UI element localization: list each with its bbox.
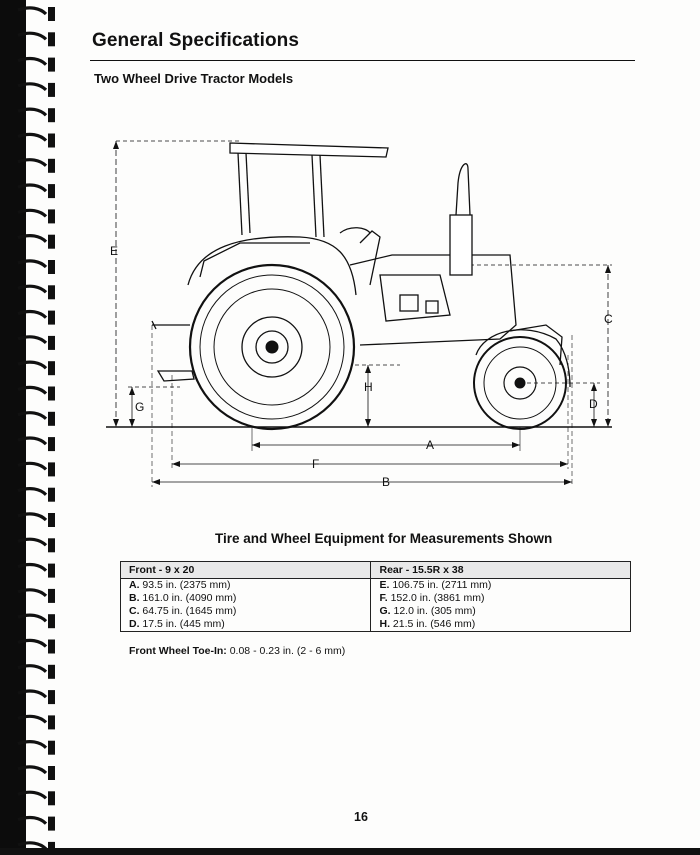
spec-letter: D. — [129, 618, 140, 630]
table-header-row — [121, 562, 631, 579]
toe-in-note — [129, 645, 345, 657]
dim-label-f: F — [312, 457, 320, 471]
spec-value: 64.75 in. (1645 mm) — [139, 605, 237, 617]
front-wheel — [474, 337, 566, 429]
table-cell — [371, 592, 631, 605]
table-row — [121, 579, 631, 593]
tire-spec-table — [120, 561, 631, 632]
dim-label-a: A — [426, 438, 435, 452]
page-number: 16 — [354, 810, 368, 824]
dim-label-e: E — [110, 244, 119, 258]
tractor-dimension-diagram — [100, 125, 620, 495]
rear-wheel — [190, 265, 354, 429]
table-cell — [121, 592, 371, 605]
spec-value: 21.5 in. (546 mm) — [389, 618, 476, 630]
dim-label-h: H — [364, 380, 373, 394]
toe-in-value: 0.08 - 0.23 in. (2 - 6 mm) — [226, 645, 346, 657]
dim-label-c: C — [604, 312, 613, 326]
spec-letter: G. — [379, 605, 391, 617]
table-cell — [371, 605, 631, 618]
table-row — [121, 605, 631, 618]
toe-in-label: Front Wheel Toe-In: — [129, 645, 227, 657]
table-title: Tire and Wheel Equipment for Measurements Shown — [215, 531, 553, 546]
page-subtitle: Two Wheel Drive Tractor Models — [94, 71, 294, 86]
spec-value: 93.5 in. (2375 mm) — [139, 579, 231, 591]
spec-value: 17.5 in. (445 mm) — [139, 618, 225, 630]
spec-letter: E. — [379, 579, 390, 591]
page-bottom-edge — [0, 848, 700, 855]
table-row — [121, 618, 631, 632]
dim-label-g: G — [135, 400, 145, 414]
table-cell — [121, 579, 371, 593]
table-header-rear: Rear - 15.5R x 38 — [371, 562, 631, 579]
table-cell — [121, 605, 371, 618]
spec-letter: C. — [129, 605, 140, 617]
spec-letter: B. — [129, 592, 140, 604]
spec-letter: F. — [379, 592, 388, 604]
spec-value: 106.75 in. (2711 mm) — [389, 579, 492, 591]
table-header-front: Front - 9 x 20 — [121, 562, 371, 579]
table-row — [121, 592, 631, 605]
spec-value: 161.0 in. (4090 mm) — [139, 592, 237, 604]
page-title: General Specifications — [92, 30, 300, 51]
spec-value: 152.0 in. (3861 mm) — [387, 592, 485, 604]
spec-letter: H. — [379, 618, 390, 630]
table-cell — [371, 618, 631, 632]
table-cell — [121, 618, 371, 632]
spec-value: 12.0 in. (305 mm) — [390, 605, 476, 617]
title-rule — [90, 60, 635, 61]
dim-label-b: B — [382, 475, 391, 489]
table-cell — [371, 579, 631, 593]
spec-letter: A. — [129, 579, 140, 591]
spiral-binding — [0, 0, 70, 855]
dim-label-d: D — [589, 397, 598, 411]
